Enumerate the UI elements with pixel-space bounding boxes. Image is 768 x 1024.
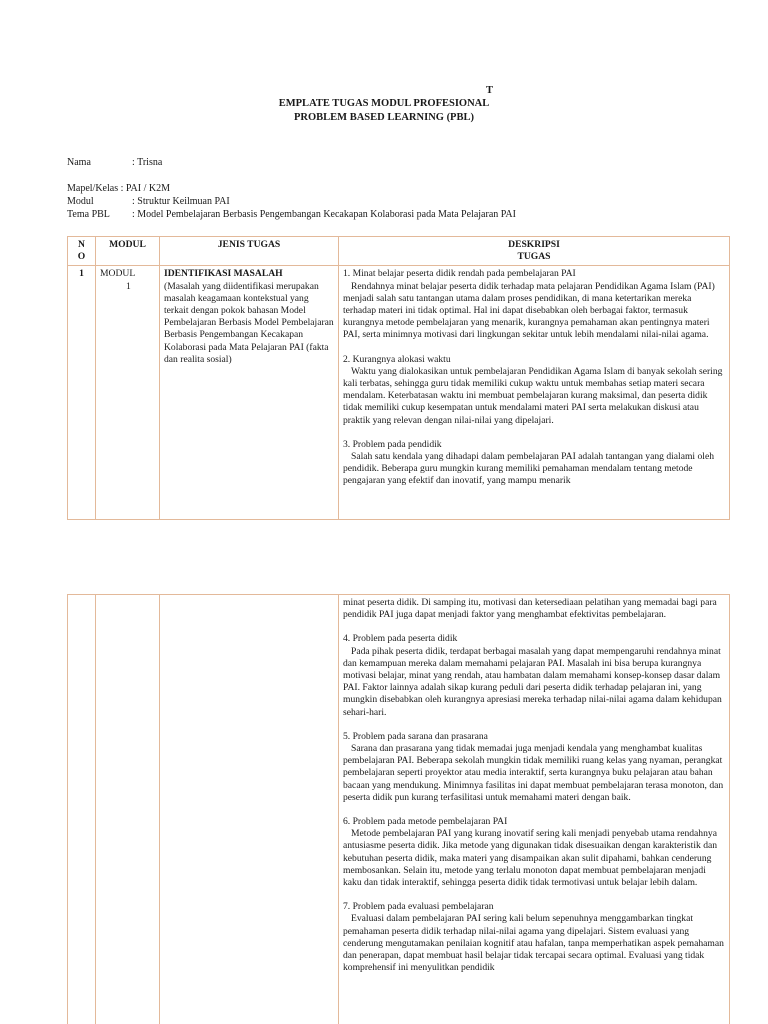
item-body: Pada pihak peserta didik, terdapat berbagai masalah yang dapat mempengaruhi rendahnya minat dan kemampuan mereka dalam memahami pelajaran PAI. Masalah ini bisa berupa kurangnya motivasi belajar, minat yang rendah, atau hambatan dalam memahami konsep-konsep dasar dalam PAI. Faktor lainnya adalah sikap kurang peduli dari peserta didik terhadap pelajaran ini, yang mungkin disebabkan oleh kurangnya apresiasi mereka terhadap nilai-nilai agama dalam kehidupan sehari-hari. — [343, 645, 722, 718]
table-header-row — [68, 237, 730, 266]
item-body: Waktu yang dialokasikan untuk pembelajaran Pendidikan Agama Islam di banyak sekolah sering kali terbatas, sehingga guru tidak memiliki cukup waktu untuk membahas setiap materi secara mendalam. Keterbatasan waktu ini membuat pembelajaran kurang maksimal, dan peserta didik tidak memiliki cukup kesempatan untuk mendalami materi PAI serta melakukan diskusi atau praktik yang relevan dengan nilai-nilai yang dipelajari. — [343, 365, 723, 426]
item-heading: 2. Kurangnya alokasi waktu — [343, 353, 451, 365]
meta-modul — [67, 196, 230, 207]
modul-line2: 1 — [126, 280, 131, 292]
document-subtitle: PROBLEM BASED LEARNING (PBL) — [294, 112, 474, 123]
document-title: EMPLATE TUGAS MODUL PROFESIONAL — [278, 98, 490, 109]
item-body: Evaluasi dalam pembelajaran PAI sering kali belum sepenuhnya menggambarkan tingkat pemahaman peserta didik terhadap nilai-nilai agama yang dipelajari. Sistem evaluasi yang cenderung mengutamakan penilaian kognitif atau hafalan, tanpa memperhatikan aspek pemahaman dan penerapan, dapat membuat hasil belajar tidak tercapai secara optimal. Evaluasi yang tidak komprehensif ini menyulitkan pendidik — [343, 913, 724, 974]
row-number-empty — [68, 595, 96, 1024]
header-jenis-tugas: JENIS TUGAS — [160, 237, 339, 266]
item-heading: 6. Problem pada metode pembelajaran PAI — [343, 816, 508, 828]
deskripsi-item-7 — [343, 901, 725, 974]
meta-nama — [67, 157, 162, 168]
item-heading: 3. Problem pada pendidik — [343, 438, 442, 450]
item-heading: 7. Problem pada evaluasi pembelajaran — [343, 901, 494, 913]
header-deskripsi-line2: TUGAS — [517, 251, 551, 263]
jenis-body: (Masalah yang diidentifikasi merupakan masalah keagamaan kontekstual yang terkait dengan pokok bahasan Model Pembelajaran Berbasis Model Pembelajaran Berbasis Pengembangan Kecakapan Kolaborasi pada Mata Pelajaran PAI (fakta dan realita sosial) — [164, 280, 334, 365]
row-deskripsi-continued — [339, 595, 730, 1024]
task-table-page1 — [67, 236, 730, 520]
meta-mapel: Mapel/Kelas : PAI / K2M — [67, 183, 170, 194]
row-jenis-empty — [160, 595, 339, 1024]
row-deskripsi — [339, 266, 730, 520]
header-no — [68, 237, 96, 266]
item-body: Metode pembelajaran PAI yang kurang inovatif sering kali menjadi penyebab utama rendahnya antusiasme peserta didik. Jika metode yang digunakan tidak disesuaikan dengan karakteristik dan kebutuhan peserta didik, maka materi yang disampaikan akan sulit dipahami, bahkan cenderung membosankan. Selain itu, metode yang terlalu monoton dapat membuat pembelajaran menjadi kaku dan tidak interaktif, sehingga peserta didik tidak termotivasi untuk belajar lebih dalam. — [343, 828, 718, 889]
header-no-line2: O — [77, 251, 86, 262]
item-body: Sarana dan prasarana yang tidak memadai juga menjadi kendala yang menghambat kualitas pembelajaran PAI. Beberapa sekolah mungkin tidak memiliki ruang kelas yang nyaman, perangkat pembelajaran seperti proyektor atau media interaktif, serta kurangnya buku pelajaran atau bahan bacaan yang mendukung. Minimnya fasilitas ini dapat membuat pembelajaran terasa monoton, dan peserta didik pun kurang terfasilitasi untuk memahami materi dengan baik. — [343, 743, 724, 803]
row-modul — [96, 266, 160, 520]
nama-label: Nama — [67, 157, 91, 168]
item-body: Salah satu kendala yang dihadapi dalam pembelajaran PAI adalah tantangan yang dialami oleh pendidik. Beberapa guru mungkin kurang memiliki pemahaman mendalam tentang metode pengajaran yang efektif dan inovatif, yang mampu menarik — [343, 451, 715, 487]
row-jenis-tugas — [160, 266, 339, 520]
item-heading: 1. Minat belajar peserta didik rendah pada pembelajaran PAI — [343, 268, 576, 280]
deskripsi-item-3 — [343, 439, 725, 488]
header-no-line1: N — [78, 239, 85, 250]
table-row — [68, 595, 730, 1024]
row-modul-empty — [96, 595, 160, 1024]
tema-label: Tema PBL — [67, 209, 110, 220]
deskripsi-continuation — [343, 597, 725, 621]
deskripsi-item-2 — [343, 354, 725, 427]
header-deskripsi — [339, 237, 730, 266]
task-table-page2 — [67, 594, 730, 1024]
deskripsi-item-1 — [343, 268, 725, 341]
header-modul: MODUL — [96, 237, 160, 266]
document-title-initial: T — [486, 85, 494, 96]
deskripsi-item-6 — [343, 816, 725, 889]
table-row — [68, 266, 730, 520]
meta-tema — [67, 209, 516, 220]
deskripsi-item-5 — [343, 731, 725, 804]
nama-value: : Trisna — [132, 157, 163, 168]
tema-value: : Model Pembelajaran Berbasis Pengembangan Kecakapan Kolaborasi pada Mata Pelajaran PAI — [132, 209, 516, 220]
item-heading: 4. Problem pada peserta didik — [343, 633, 458, 645]
header-deskripsi-line1: DESKRIPSI — [508, 239, 560, 250]
row-number: 1 — [68, 266, 96, 520]
modul-value: : Struktur Keilmuan PAI — [132, 196, 230, 207]
jenis-title: IDENTIFIKASI MASALAH — [164, 268, 283, 280]
deskripsi-item-4 — [343, 633, 725, 718]
continuation-text: minat peserta didik. Di samping itu, motivasi dan ketersediaan pelatihan yang memadai bagi para pendidik PAI juga dapat menjadi faktor yang menghambat efektivitas pembelajaran. — [343, 597, 717, 621]
item-heading: 5. Problem pada sarana dan prasarana — [343, 730, 488, 742]
modul-label: Modul — [67, 196, 94, 207]
item-body: Rendahnya minat belajar peserta didik terhadap mata pelajaran Pendidikan Agama Islam (PAI) menjadi salah satu tantangan utama dalam proses pendidikan, di mana ketertarikan mereka terhadap materi ini tidak optimal. Hal ini dapat disebabkan oleh berbagai faktor, termasuk kurangnya metode pembelajaran yang menarik, kurangnya pemahaman akan pentingnya materi PAI, serta minimnya motivasi dari lingkungan sekitar untuk lebih mendalami nilai-nilai agama. — [343, 280, 715, 341]
modul-line1: MODUL — [100, 268, 136, 280]
